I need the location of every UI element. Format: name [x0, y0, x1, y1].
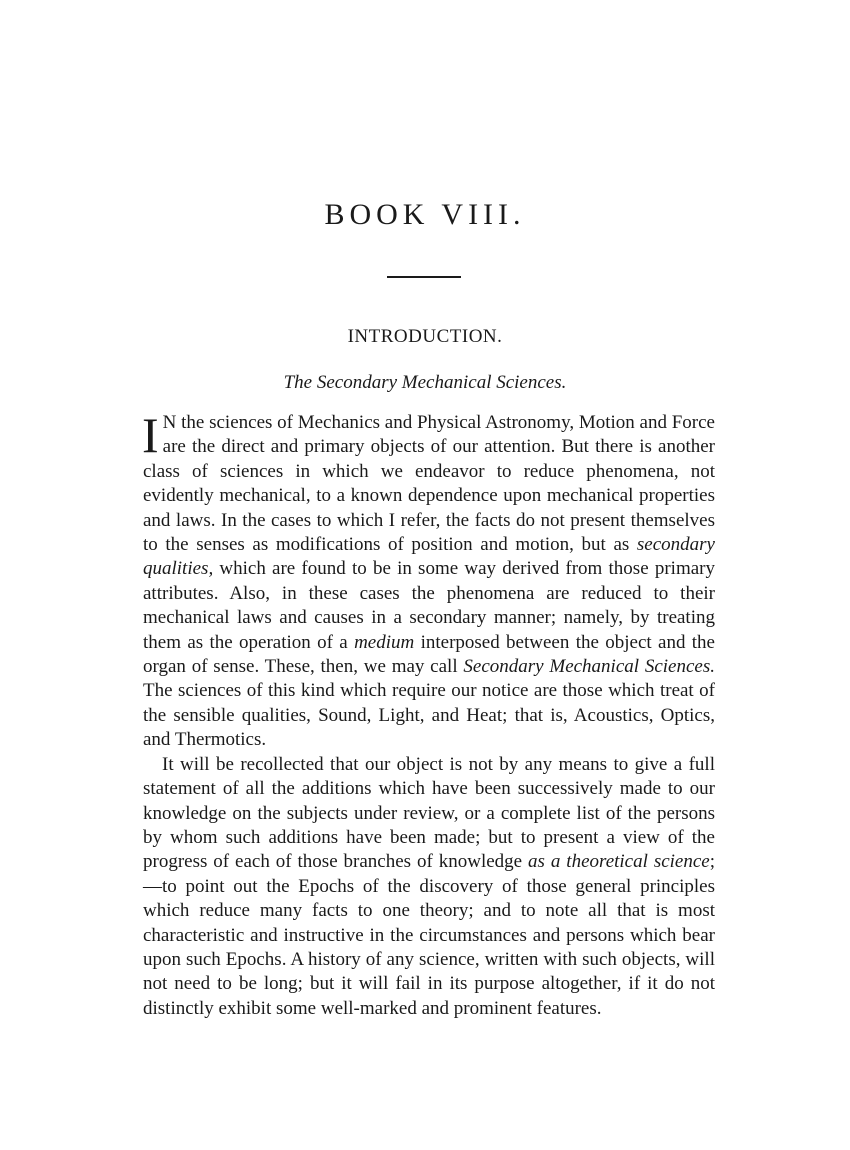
paragraph-2 [143, 753, 715, 1021]
para1-text-3: interposed between the object and the organ of sense. These, then, we may call [143, 631, 715, 678]
body-text [142, 407, 716, 1021]
para2-text-1: It will be recollected that our object is not by any means to give a full statement of all the additions which have been successively made to our knowledge on the subjects under review, or a complete list of the persons by whom such additions have been made; but to present a view of the progress of each of those branches of knowledge [143, 753, 715, 873]
para1-emphasis-1: secondary qualities, [143, 534, 715, 580]
title-divider-rule [387, 276, 461, 278]
section-subtitle: The Secondary Mechanical Sciences. [283, 372, 567, 393]
para2-emphasis-1: as a theoretical science [528, 851, 710, 873]
drop-cap: I [142, 407, 159, 463]
section-title: INTRODUCTION. [347, 326, 503, 347]
paragraph-1 [142, 407, 715, 753]
para1-emphasis-2: medium [354, 631, 415, 653]
para1-emphasis-3: Secondary Mechanical Sciences. [463, 656, 715, 678]
para1-text-1: N the sciences of Mechanics and Physical Astronomy, Motion and Force are the direct and primary objects of our attention. But there is another class of sciences in which we endeavor to reduce phenomena, not evidently mechanical, to a known dependence upon mechanical properties and laws. In the cases to which I refer, the facts do not present themselves to the senses as modifications of position and motion, but as [143, 412, 715, 556]
para2-text-2: ;—to point out the Epochs of the discovery of those general principles which reduce many facts to one theory; and to note all that is most characteristic and instructive in the circumstances and persons which bear upon such Epochs. A history of any science, written with such objects, will not need to be long; but it will fail in its purpose altogether, if it do not distinctly exhibit some well-marked and prominent features. [143, 851, 716, 1019]
para1-text-4: The sciences of this kind which require our notice are those which treat of the sensible qualities, Sound, Light, and Heat; that is, Acoustics, Optics, and Thermotics. [143, 680, 715, 751]
para1-text-2: which are found to be in some way derived from those primary attributes. Also, in these cases the phenomena are reduced to their mechanical laws and causes in a secondary manner; namely, by treating them as the operation of a [143, 558, 715, 653]
book-title: BOOK VIII. [324, 198, 526, 231]
